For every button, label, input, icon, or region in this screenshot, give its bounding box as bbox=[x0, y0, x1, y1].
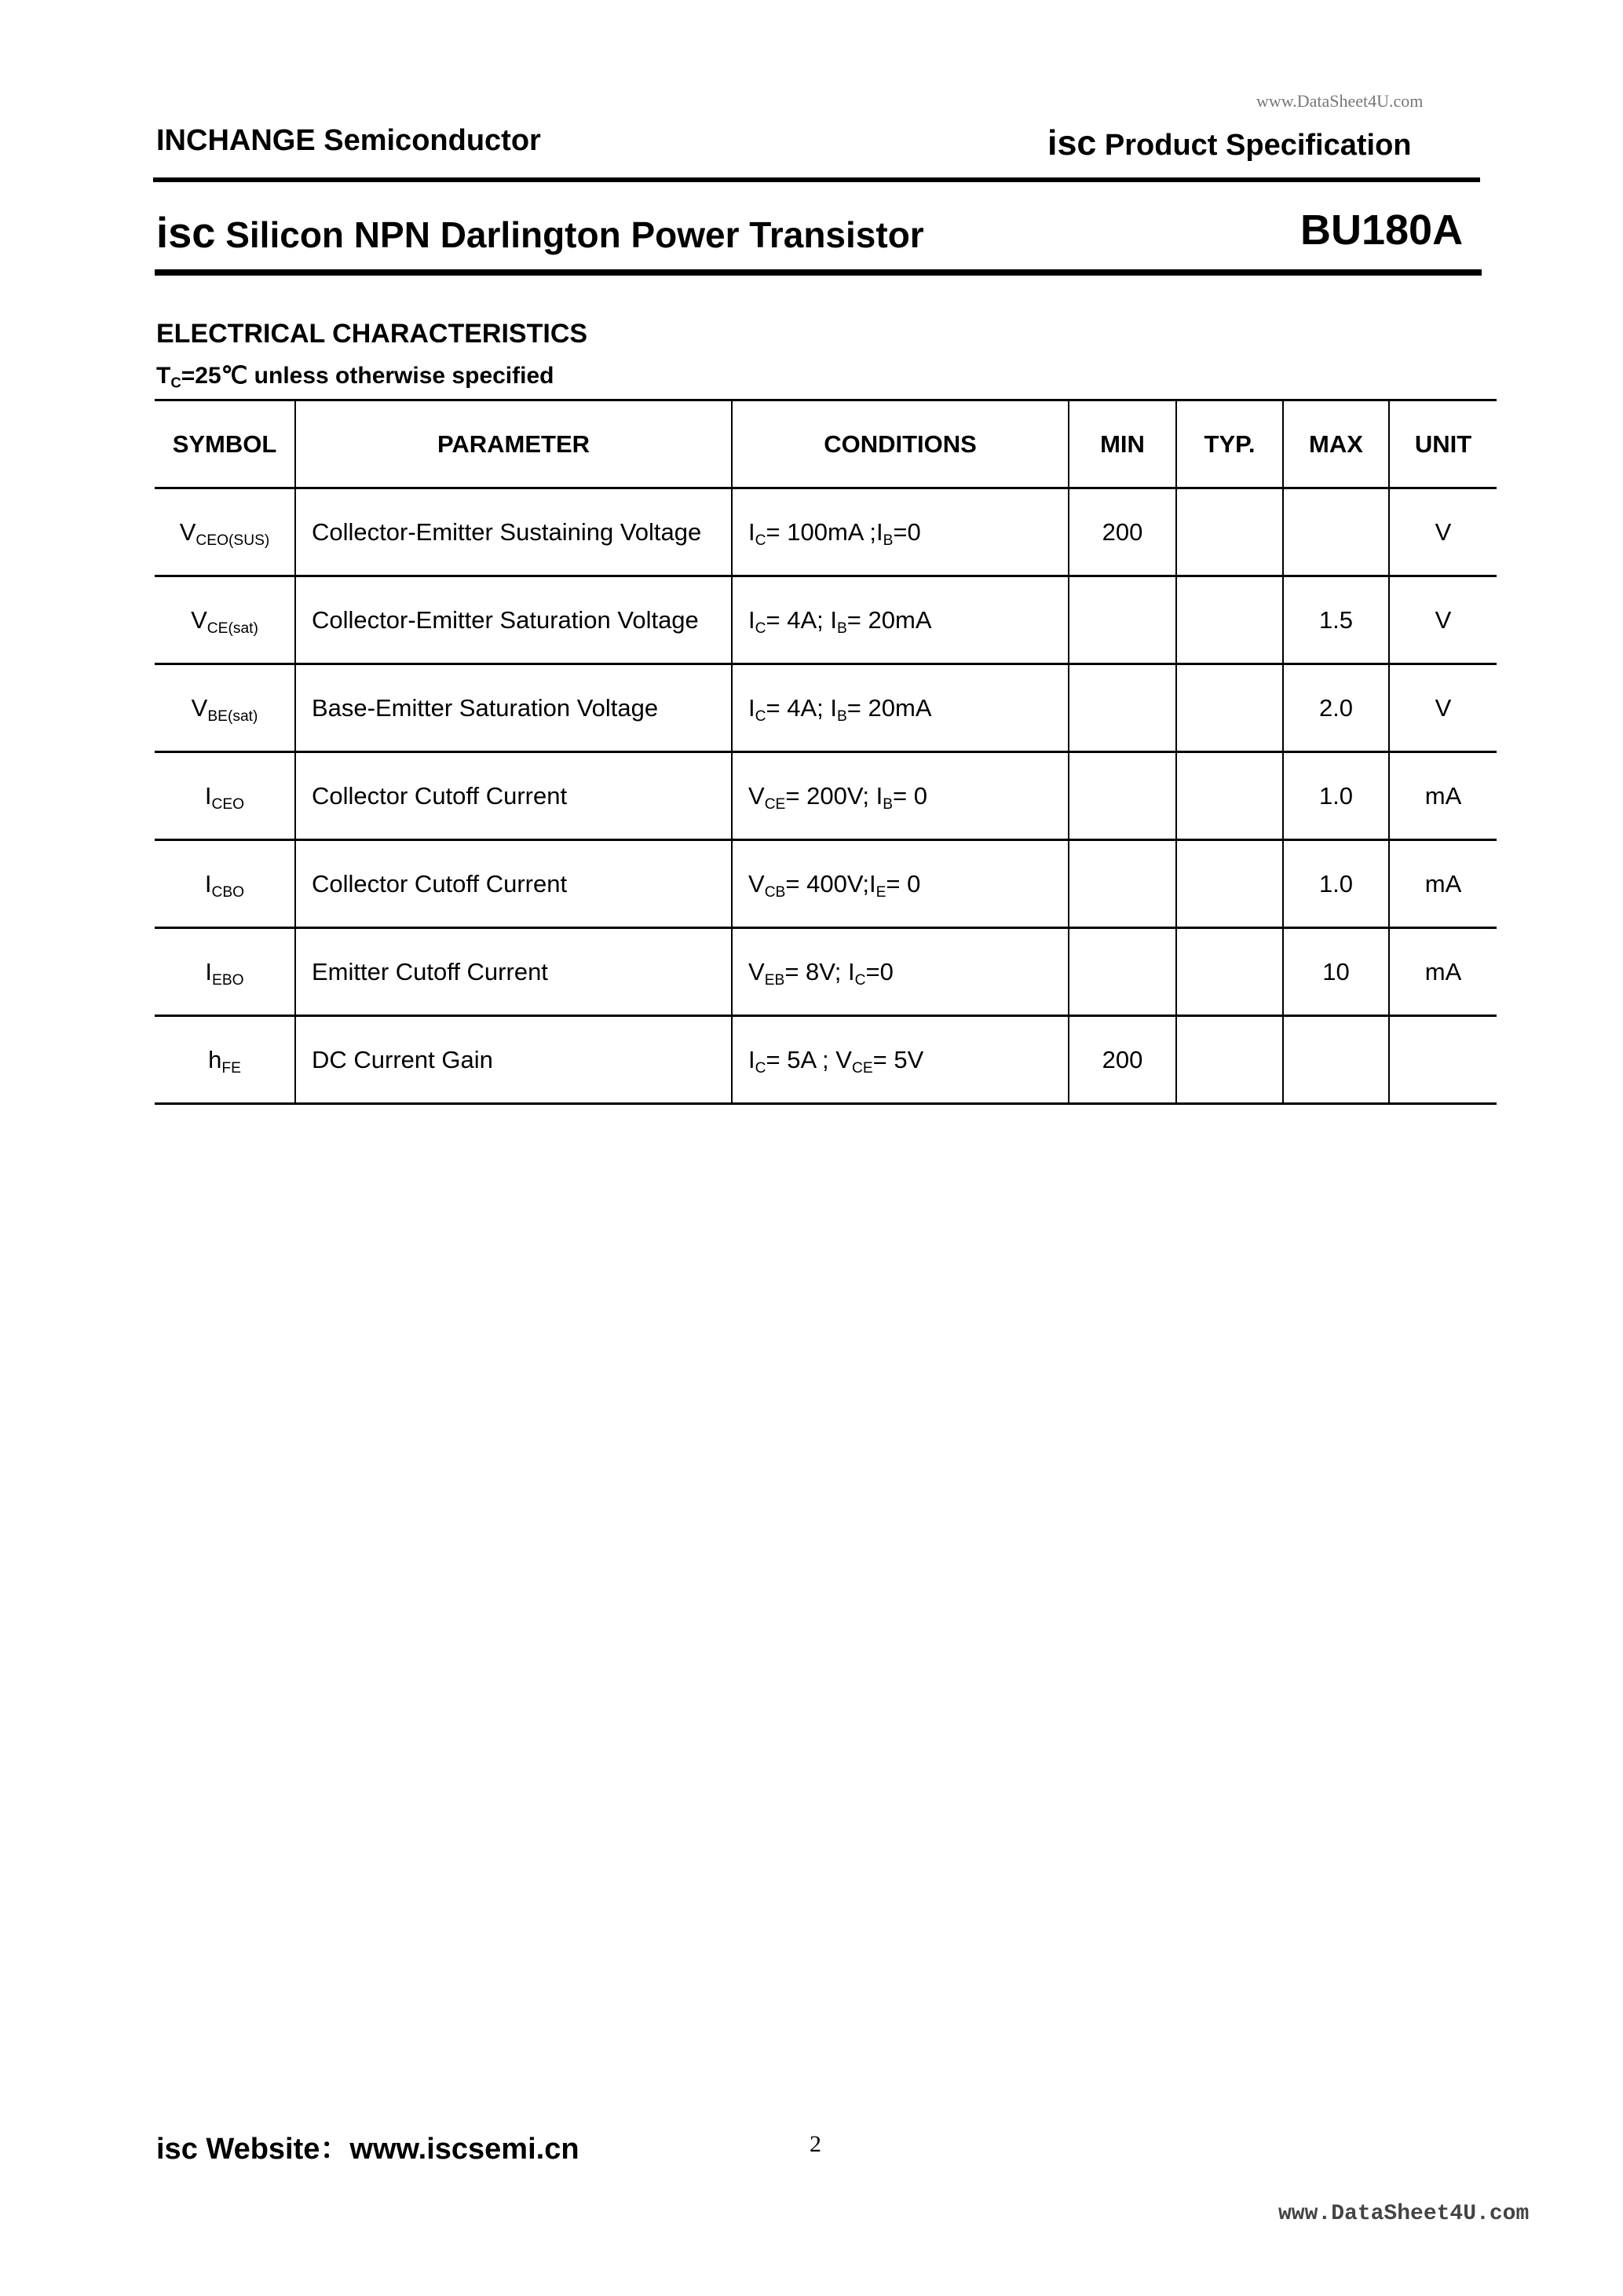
watermark-top: www.DataSheet4U.com bbox=[1256, 91, 1424, 111]
typ-cell bbox=[1176, 752, 1283, 840]
table-row bbox=[155, 752, 1497, 840]
spec-label: Product Specification bbox=[1104, 129, 1412, 162]
title-text: Silicon NPN Darlington Power Transistor bbox=[225, 214, 924, 255]
typ-cell bbox=[1176, 1016, 1283, 1104]
unit-cell: mA bbox=[1389, 928, 1497, 1016]
min-cell bbox=[1069, 664, 1176, 752]
max-cell: 1.0 bbox=[1283, 752, 1389, 840]
conditions-cell: $V_{EB}= 8V$; $I_C=0$ bbox=[732, 928, 1069, 1016]
table-row bbox=[155, 928, 1497, 1016]
unit-cell: V bbox=[1389, 488, 1497, 576]
parameter-cell: DC Current Gain bbox=[295, 1016, 732, 1104]
isc-logo-text: isc bbox=[1047, 122, 1097, 163]
conditions-cell: $I_C= 4A$; $I_B= 20mA$ bbox=[732, 664, 1069, 752]
website-label: isc Website： bbox=[156, 2133, 350, 2166]
table-header-row bbox=[155, 400, 1497, 488]
typ-cell bbox=[1176, 840, 1283, 928]
test-condition: $T_C=25℃$ unless otherwise specified bbox=[156, 363, 554, 391]
col-unit: UNIT bbox=[1389, 400, 1497, 488]
conditions-cell: $V_{CB}=$ $400V;I_E= 0$ bbox=[732, 840, 1069, 928]
table-row bbox=[155, 840, 1497, 928]
col-min: MIN bbox=[1069, 400, 1176, 488]
max-cell: 1.5 bbox=[1283, 576, 1389, 664]
conditions-cell: $I_C= 5A$ ; $V_{CE}= 5V$ bbox=[732, 1016, 1069, 1104]
parameter-cell: Emitter Cutoff Current bbox=[295, 928, 732, 1016]
section-heading: ELECTRICAL CHARACTERISTICS bbox=[156, 319, 588, 349]
max-cell: 1.0 bbox=[1283, 840, 1389, 928]
website-link[interactable]: www.iscsemi.cn bbox=[349, 2133, 579, 2166]
col-typ: TYP. bbox=[1176, 400, 1283, 488]
electrical-characteristics-table bbox=[155, 399, 1497, 1105]
product-spec-label bbox=[1047, 122, 1412, 163]
typ-cell bbox=[1176, 576, 1283, 664]
unit-cell: V bbox=[1389, 576, 1497, 664]
part-number: BU180A bbox=[1300, 207, 1464, 254]
parameter-cell: Collector Cutoff Current bbox=[295, 840, 732, 928]
unit-cell: mA bbox=[1389, 840, 1497, 928]
min-cell bbox=[1069, 576, 1176, 664]
parameter-cell: Base-Emitter Saturation Voltage bbox=[295, 664, 732, 752]
table-row bbox=[155, 488, 1497, 576]
col-conditions: CONDITIONS bbox=[732, 400, 1069, 488]
min-cell bbox=[1069, 928, 1176, 1016]
typ-cell bbox=[1176, 928, 1283, 1016]
parameter-cell: Collector-Emitter Saturation Voltage bbox=[295, 576, 732, 664]
isc-logo-text: isc bbox=[156, 209, 216, 257]
max-cell: 10 bbox=[1283, 928, 1389, 1016]
max-cell: 2.0 bbox=[1283, 664, 1389, 752]
min-cell bbox=[1069, 752, 1176, 840]
min-cell bbox=[1069, 840, 1176, 928]
table-row bbox=[155, 1016, 1497, 1104]
footer-website bbox=[156, 2133, 579, 2167]
max-cell bbox=[1283, 488, 1389, 576]
page-number: 2 bbox=[810, 2131, 821, 2157]
unit-cell: mA bbox=[1389, 752, 1497, 840]
watermark-bottom: www.DataSheet4U.com bbox=[1278, 2202, 1530, 2226]
col-max: MAX bbox=[1283, 400, 1389, 488]
min-cell: 200 bbox=[1069, 488, 1176, 576]
conditions-cell: $V_{CE}= 200V$; $I_B= 0$ bbox=[732, 752, 1069, 840]
header-rule bbox=[153, 177, 1480, 182]
symbol-cell: $I_{CEO}$ bbox=[155, 752, 295, 840]
conditions-cell: $I_C= 100mA$ $;I_B=0$ bbox=[732, 488, 1069, 576]
symbol-cell: $V_{CE(sat)}$ bbox=[155, 576, 295, 664]
document-title bbox=[156, 209, 924, 258]
typ-cell bbox=[1176, 664, 1283, 752]
table-row bbox=[155, 576, 1497, 664]
min-cell: 200 bbox=[1069, 1016, 1176, 1104]
conditions-cell: $I_C= 4A$; $I_B= 20mA$ bbox=[732, 576, 1069, 664]
parameter-cell: Collector Cutoff Current bbox=[295, 752, 732, 840]
table-row bbox=[155, 664, 1497, 752]
col-parameter: PARAMETER bbox=[295, 400, 732, 488]
symbol-cell: $h_{FE}$ bbox=[155, 1016, 295, 1104]
symbol-cell: $I_{CBO}$ bbox=[155, 840, 295, 928]
typ-cell bbox=[1176, 488, 1283, 576]
symbol-cell: $I_{EBO}$ bbox=[155, 928, 295, 1016]
symbol-cell: $V_{CEO(SUS)}$ bbox=[155, 488, 295, 576]
max-cell bbox=[1283, 1016, 1389, 1104]
unit-cell: V bbox=[1389, 664, 1497, 752]
unit-cell bbox=[1389, 1016, 1497, 1104]
symbol-cell: $V_{BE(sat)}$ bbox=[155, 664, 295, 752]
company-name: INCHANGE Semiconductor bbox=[156, 124, 541, 157]
parameter-cell: Collector-Emitter Sustaining Voltage bbox=[295, 488, 732, 576]
title-rule bbox=[155, 269, 1482, 276]
col-symbol: SYMBOL bbox=[155, 400, 295, 488]
